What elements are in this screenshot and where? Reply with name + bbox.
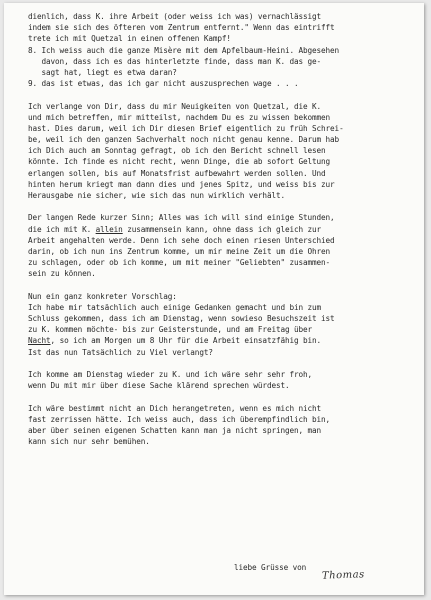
text-segment: zu schlagen, oder ob ich komme, um mit meiner "Geliebten" zusammen- [28,258,331,268]
text-line [28,268,412,279]
text-segment: zusammensein kann, ohne dass ich gleich zur [122,224,322,234]
text-segment: Ist das nun Tatsächlich zu Viel verlangt? [28,347,213,357]
paragraph [28,403,412,448]
text-line [28,291,412,302]
text-line [28,145,412,156]
text-line [28,123,412,134]
text-line [28,22,412,33]
text-line [28,134,412,145]
text-line [28,425,412,436]
text-segment: Nun ein ganz konkreter Vorschlag: [28,291,177,301]
text-segment: indem sie sich des öfteren vom Zentrum entfernt." Wenn das eintrifft [28,23,335,33]
text-segment: erlangen sollen, bis auf Monatsfrist aufbewahrt werden sollen. Und [28,168,326,178]
text-line [28,436,412,447]
text-segment: , so ich am Morgen um 8 Uhr für die Arbeit einsatzfähig bin. [50,336,322,346]
text-line [28,246,412,257]
text-segment: Herausgabe nie sicher, wie sich das nun wirklich verhält. [28,191,285,200]
text-line [28,112,412,123]
text-line [28,403,412,414]
text-segment: Ich komme am Dienstag wieder zu K. und ich wäre sehr sehr froh, [28,370,313,379]
text-line [28,33,412,44]
text-line [28,324,412,335]
paragraph [28,369,412,391]
text-segment: zu K. kommen möchte- bis zur Geisterstunde, und am Freitag über [28,325,313,335]
text-line [28,67,412,78]
paragraph-gap [28,280,412,291]
paragraph [28,291,412,358]
handwritten-signature: Thomas [321,569,365,582]
paragraph-gap [28,358,412,369]
paragraph-gap [28,89,412,100]
text-line [28,235,412,246]
text-segment: hast. Dies darum, weil ich Dir diesen Brief eigentlich zu früh Schrei- [28,123,344,133]
text-segment: hinten herum kriegt man dann dies und jenes Spitz, und weiss bis zur [28,179,335,189]
text-line [28,257,412,268]
text-segment: darin, ob ich nun ins Zentrum komme, um mir meine Zeit um die Ohren [28,246,331,256]
text-line [28,11,412,22]
text-line [28,168,412,179]
text-line [28,101,412,112]
text-segment: be, weil ich den ganzen Sachverhalt noch nicht genau kenne. Darum hab [28,135,340,145]
text-segment: die ich mit K. [28,224,96,234]
text-line [28,156,412,167]
paragraph [28,101,412,202]
text-segment: könnte. Ich finde es nicht recht, wenn Dinge, die ab sofort Geltung [28,157,331,167]
text-segment: kann sich nur sehr bemühen. [28,437,150,447]
underlined-word: Nacht [28,336,51,346]
text-line [28,347,412,358]
text-line [28,313,412,324]
text-line [28,56,412,67]
text-segment: Arbeit angehalten werde. Denn ich sehe doch einen riesen Unterschied [28,235,335,245]
letter-page [4,3,424,595]
text-segment: davon, dass ich es das hinterletzte finde, dass man K. das ge- [28,56,322,66]
letter-body [28,11,412,447]
text-line [28,78,412,89]
paragraph-gap [28,201,412,212]
text-segment: Ich habe mir tatsächlich auch einige Gedanken gemacht und bin zum [28,302,322,312]
text-segment: dienlich, dass K. ihre Arbeit (oder weiss ich was) vernachlässigt [28,12,322,21]
text-segment: Ich verlange von Dir, dass du mir Neuigkeiten von Quetzal, die K. [28,101,322,111]
text-line [28,380,412,391]
text-line [28,369,412,380]
text-segment: und mich betreffen, mir mitteilst, nachdem Du es zu wissen bekommen [28,112,331,122]
text-line [28,335,412,346]
text-segment: wenn Du mit mir über diese Sache klärend sprechen würdest. [28,381,290,391]
text-line [28,302,412,313]
text-segment: fast zerrissen hätte. Ich weiss auch, dass ich überempfindlich bin, [28,414,331,424]
text-segment: Ich wäre bestimmt nicht an Dich herangetreten, wenn es mich nicht [28,403,322,413]
text-line [28,179,412,190]
underlined-word: allein [95,224,123,234]
text-line [28,212,412,223]
closing-line: liebe Grüsse von [234,563,307,572]
text-line [28,45,412,56]
text-segment: aber über seinen eigenen Schatten kann man ja nicht springen, man [28,425,322,435]
text-segment: trete ich mit Quetzal in einen offenen Kampf! [28,34,231,44]
paragraph-gap [28,391,412,402]
text-segment: sagt hat, liegt es etwa daran? [28,67,177,77]
text-line [28,414,412,425]
paragraph [28,11,412,89]
text-segment: ich Dich auch am Sonntag gefragt, ob ich den Bericht schnell lesen [28,146,326,156]
text-segment: Schluss gekommen, dass ich am Dienstag, wenn sowieso Besuchszeit ist [28,314,335,324]
paragraph [28,212,412,279]
text-line [28,224,412,235]
text-segment: 8. Ich weiss auch die ganze Misère mit dem Apfelbaum-Heini. Abgesehen [28,45,340,55]
text-segment: Der langen Rede kurzer Sinn; Alles was ich will sind einige Stunden, [28,213,335,223]
text-segment: 9. das ist etwas, das ich gar nicht auszusprechen wage . . . [28,79,299,89]
text-line [28,190,412,201]
text-segment: sein zu können. [28,269,96,279]
